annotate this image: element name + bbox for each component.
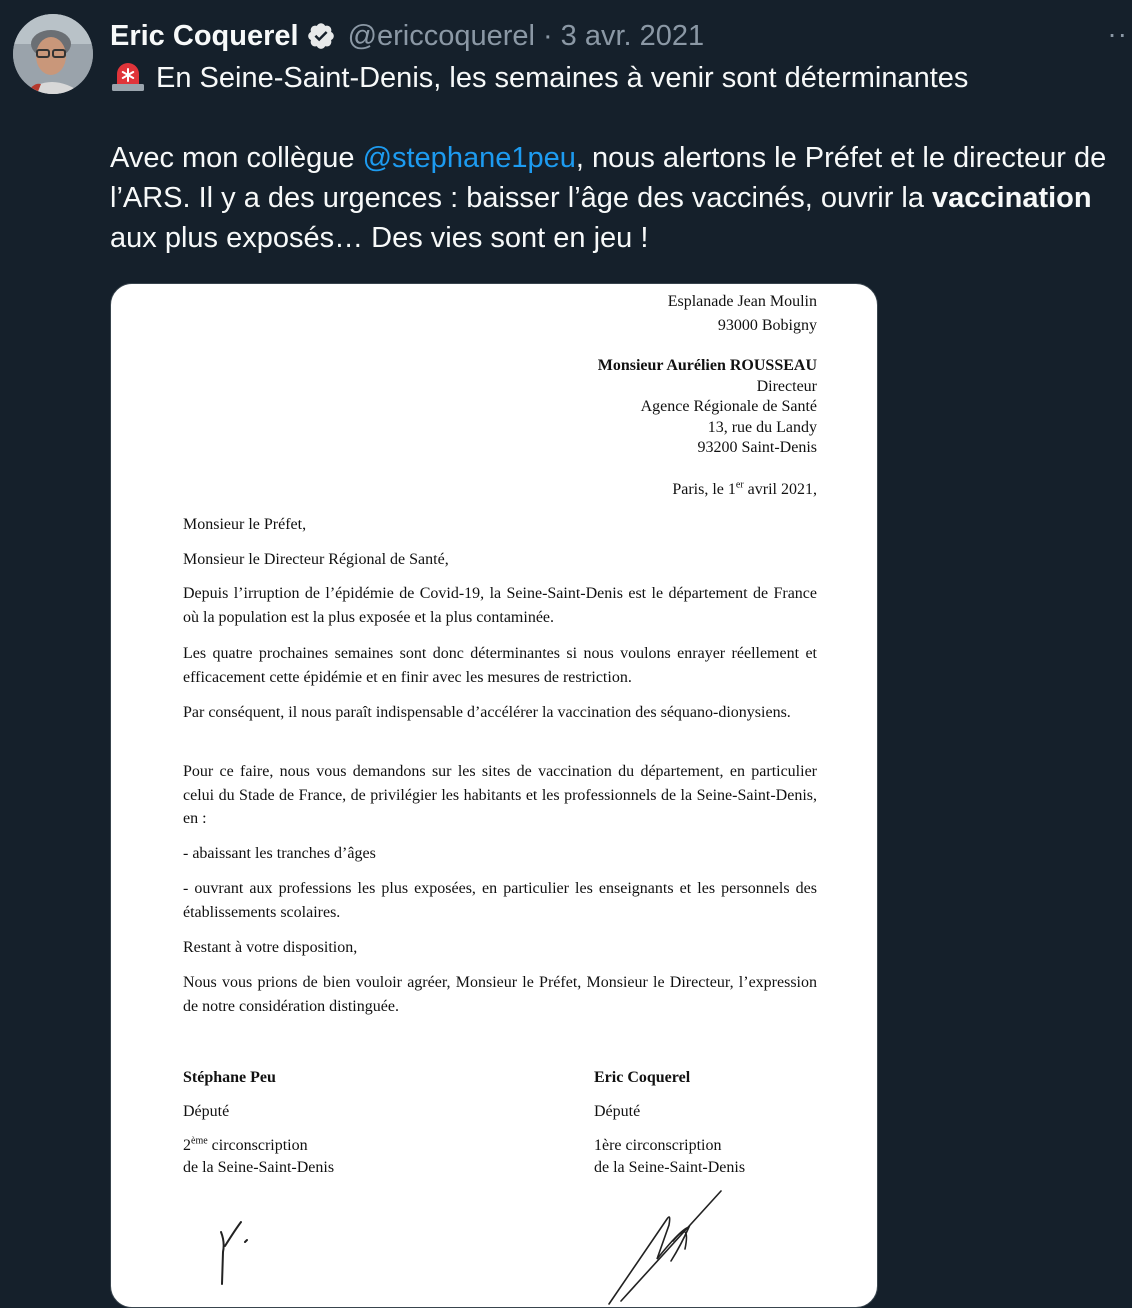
separator-dot: ·	[542, 19, 553, 52]
signer-1-block	[183, 1067, 334, 1179]
avatar-photo	[13, 14, 93, 94]
recipient-line: Agence Régionale de Santé	[640, 398, 817, 415]
signer-1-circ-sup: ème	[191, 1135, 208, 1147]
tweet-line-1	[110, 58, 1125, 98]
more-options-icon[interactable]: ··	[1107, 18, 1128, 49]
signer-2-block	[594, 1067, 745, 1179]
signer-1-circ	[183, 1135, 334, 1157]
letter-date	[672, 480, 817, 501]
tweet-line-2c: aux plus exposés… Des vies sont en jeu !	[110, 222, 649, 254]
signer-1-circ-num: 2	[183, 1137, 191, 1154]
letter-paragraph-3: Par conséquent, il nous paraît indispensable d’accélérer la vaccination des séquano-dionysiens.	[183, 704, 791, 721]
letter-date-sup: er	[735, 479, 744, 491]
salutation-1: Monsieur le Préfet,	[183, 516, 307, 533]
recipient-line: Directeur	[756, 377, 817, 395]
signature-1-icon	[201, 1202, 281, 1292]
sender-address-line: 93000 Bobigny	[717, 316, 817, 334]
mention-link[interactable]: @stephane1peu	[362, 142, 576, 174]
letter-paragraph-8: Nous vous prions de bien vouloir agréer, Monsieur le Préfet, Monsieur le Directeur, l’expression de notre considération distinguée.	[183, 974, 817, 1015]
tweet-line-2	[110, 138, 1125, 258]
signer-1-dept: de la Seine-Saint-Denis	[183, 1159, 335, 1176]
signer-2-title: Député	[594, 1103, 641, 1120]
letter-paragraph-5: - abaissant les tranches d’âges	[183, 845, 376, 862]
tweet-text	[110, 58, 1125, 258]
signer-2-name: Eric Coquerel	[594, 1069, 691, 1086]
tweet-date[interactable]: 3 avr. 2021	[560, 19, 705, 52]
letter-date-suffix: avril 2021,	[743, 481, 817, 498]
signer-2-circ: 1ère circonscription	[594, 1137, 722, 1154]
signer-2-dept: de la Seine-Saint-Denis	[594, 1159, 746, 1176]
signer-1-name: Stéphane Peu	[183, 1069, 276, 1086]
sender-address	[668, 292, 817, 336]
author-name[interactable]: Eric Coquerel	[110, 19, 299, 52]
letter-date-prefix: Paris, le 1	[672, 481, 736, 498]
tweet-bold-word: vaccination	[932, 182, 1092, 214]
author-avatar[interactable]	[13, 14, 93, 94]
letter-paragraph-1: Depuis l’irruption de l’épidémie de Covid-19, la Seine-Saint-Denis est le département de France où la population est la plus exposée et la plus contaminée.	[183, 585, 817, 626]
recipient-line: 13, rue du Landy	[707, 418, 817, 436]
salutation-2: Monsieur le Directeur Régional de Santé,	[183, 551, 449, 568]
signer-1-circ-rest: circonscription	[207, 1137, 308, 1154]
tweet-line-1-text: En Seine-Saint-Denis, les semaines à venir sont déterminantes	[156, 62, 969, 94]
recipient-block	[598, 356, 817, 459]
sender-address-line: Esplanade Jean Moulin	[667, 293, 817, 310]
letter-paragraph-2: Les quatre prochaines semaines sont donc déterminantes si nous voulons enrayer réellement et efficacement cette épidémie et en finir avec les mesures de restriction.	[183, 645, 817, 686]
tweet-line-2b: , nous alertons le Préfet et le directeur de l’ARS. Il y a des urgences : baisser l’âge des vaccinés, ouvrir la	[110, 142, 1107, 214]
letter-document	[111, 284, 877, 1307]
letter-paragraph-6: - ouvrant aux professions les plus exposées, en particulier les enseignants et les personnels des établissements scolaires.	[183, 880, 817, 921]
rotating-light-icon	[110, 60, 146, 92]
letter-paragraph-7: Restant à votre disposition,	[183, 939, 358, 956]
signature-2-icon	[601, 1189, 741, 1307]
recipient-name: Monsieur Aurélien ROUSSEAU	[597, 357, 817, 374]
tweet-header	[110, 16, 704, 56]
signer-1-title: Député	[183, 1103, 230, 1120]
tweet-media-image[interactable]	[110, 283, 878, 1308]
tweet-line-2a: Avec mon collègue	[110, 142, 363, 174]
recipient-line: 93200 Saint-Denis	[697, 439, 817, 456]
author-handle[interactable]: @ericcoquerel	[347, 19, 535, 52]
letter-paragraph-4: Pour ce faire, nous vous demandons sur les sites de vaccination du département, en particulier celui du Stade de France, de privilégier les habitants et les professionnels de la Seine-Saint-Denis, en :	[183, 763, 817, 827]
verified-badge-icon	[306, 21, 336, 51]
